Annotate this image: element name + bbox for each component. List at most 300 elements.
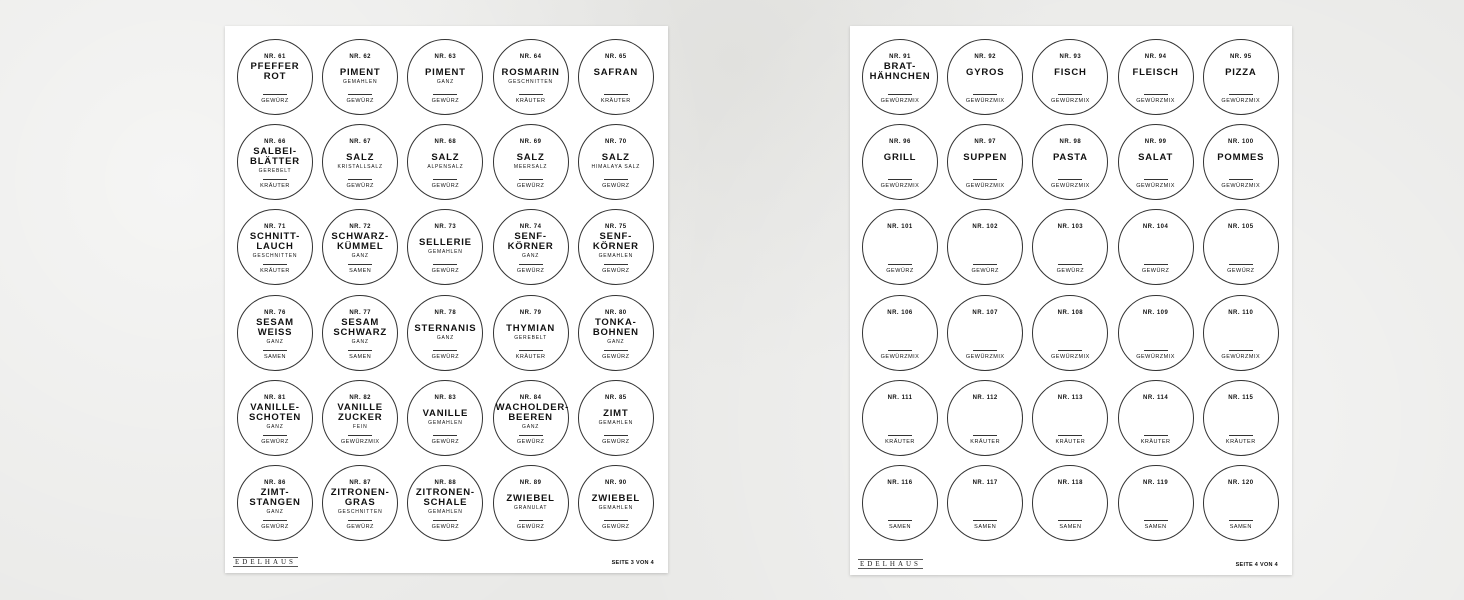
label-category: GEWÜRZ	[1056, 268, 1085, 275]
label-subtitle: GANZ	[266, 423, 284, 430]
spice-label	[237, 39, 313, 115]
label-divider	[263, 435, 287, 436]
label-divider	[1144, 264, 1168, 265]
label-divider	[348, 179, 372, 180]
spice-label	[947, 124, 1023, 200]
label-number: NR. 89	[519, 480, 542, 486]
spice-label	[1203, 380, 1279, 456]
label-name-line: ZITRONEN-	[415, 487, 475, 498]
spice-label	[947, 380, 1023, 456]
label-category: GEWÜRZMIX	[1051, 183, 1090, 190]
label-number: NR. 82	[349, 394, 372, 401]
label-divider	[433, 435, 457, 436]
label-subtitle: GEMAHLEN	[598, 419, 634, 426]
label-grid	[850, 26, 1292, 575]
label-category: GEWÜRZMIX	[965, 98, 1005, 104]
label-number: NR. 105	[1228, 224, 1254, 231]
label-name-line: SCHWARZ-	[331, 231, 389, 243]
label-divider	[604, 94, 628, 95]
label-name-line: SALAT	[1138, 152, 1174, 164]
label-name-line: PFEFFER	[250, 61, 300, 72]
label-number: NR. 88	[434, 480, 457, 486]
label-category: GEWÜRZ	[602, 353, 630, 360]
label-category: GEWÜRZMIX	[1221, 98, 1261, 104]
label-number: NR. 84	[519, 394, 542, 401]
spice-label	[1032, 124, 1108, 200]
label-divider	[1058, 520, 1082, 521]
label-subtitle: GEREBELT	[514, 334, 547, 341]
label-category: GEWÜRZ	[431, 98, 460, 104]
label-divider	[973, 435, 997, 436]
label-divider	[1144, 520, 1168, 521]
label-name	[496, 494, 566, 511]
spice-label	[578, 465, 654, 541]
label-name	[581, 232, 651, 259]
label-divider	[1058, 179, 1082, 180]
label-divider	[1229, 264, 1253, 265]
label-number: NR. 98	[1059, 139, 1082, 146]
label-name	[496, 68, 566, 85]
spice-label	[322, 124, 398, 200]
label-name	[325, 403, 395, 430]
label-name	[1121, 153, 1191, 163]
spice-label	[322, 295, 398, 371]
label-name-line: VANILLE	[422, 407, 469, 419]
label-number: NR. 117	[972, 480, 998, 486]
label-subtitle: GESCHNITTEN	[337, 509, 383, 515]
label-name-line: LAUCH	[256, 241, 294, 253]
page-number: SEITE 3 VON 4	[611, 560, 654, 566]
label-divider	[263, 179, 287, 180]
label-divider	[519, 94, 543, 95]
label-number: NR. 106	[887, 309, 913, 316]
label-divider	[1144, 179, 1168, 180]
label-name	[410, 409, 480, 426]
label-name-line: ROSMARIN	[501, 67, 560, 78]
label-category: GEWÜRZ	[516, 183, 545, 190]
label-number: NR. 78	[434, 309, 457, 316]
label-name-line: SALZ	[346, 152, 375, 164]
label-name-line: VANILLE-	[250, 401, 300, 413]
label-subtitle: GANZ	[522, 253, 540, 260]
label-name-line: SALBEI-	[253, 146, 297, 158]
label-name	[1035, 153, 1105, 163]
label-name	[240, 488, 310, 515]
label-name	[950, 68, 1020, 78]
label-divider	[604, 179, 628, 180]
label-subtitle: GESCHNITTEN	[508, 79, 553, 85]
label-category: GEWÜRZ	[1141, 268, 1170, 275]
spice-label	[578, 380, 654, 456]
spice-label	[407, 380, 483, 456]
label-divider	[888, 350, 912, 351]
label-subtitle: GANZ	[607, 338, 625, 345]
label-number: NR. 83	[434, 394, 457, 401]
label-number: NR. 113	[1057, 394, 1083, 401]
label-number: NR. 119	[1143, 480, 1169, 486]
label-number: NR. 66	[264, 139, 286, 146]
spice-label	[407, 39, 483, 115]
label-name-line: ROT	[263, 71, 287, 82]
label-subtitle: GEMAHLEN	[428, 419, 463, 426]
spice-label	[1118, 295, 1194, 371]
label-name	[325, 153, 395, 170]
label-name-line: SCHOTEN	[248, 411, 302, 423]
spice-label	[1032, 209, 1108, 285]
label-category: GEWÜRZMIX	[1221, 183, 1261, 190]
label-name-line: SCHALE	[423, 497, 468, 508]
label-subtitle: GANZ	[266, 509, 284, 515]
label-name	[240, 318, 310, 345]
label-name-line: WACHOLDER-	[495, 401, 570, 413]
label-name-line: KÖRNER	[507, 241, 554, 253]
label-subtitle: GEMAHLEN	[598, 505, 634, 511]
label-divider	[888, 435, 912, 436]
spice-label	[578, 209, 654, 285]
label-name-line: FLEISCH	[1132, 67, 1179, 78]
spice-label	[407, 124, 483, 200]
label-name-line: BRAT-	[883, 61, 917, 72]
label-category: GEWÜRZ	[971, 268, 999, 275]
spice-label	[1203, 295, 1279, 371]
spice-label	[1118, 209, 1194, 285]
label-divider	[263, 520, 287, 521]
label-name-line: PIMENT	[425, 67, 466, 78]
label-divider	[1229, 179, 1253, 180]
label-name-line: POMMES	[1217, 152, 1265, 164]
label-number: NR. 95	[1229, 54, 1252, 60]
spice-label	[493, 209, 569, 285]
label-subtitle: GANZ	[266, 338, 284, 345]
label-category: SAMEN	[1144, 524, 1167, 530]
label-number: NR. 114	[1143, 394, 1169, 401]
label-divider	[263, 350, 287, 351]
label-number: NR. 86	[264, 480, 286, 486]
label-subtitle: ALPENSALZ	[427, 164, 464, 171]
label-name	[410, 324, 480, 341]
spice-label	[322, 39, 398, 115]
label-subtitle: HIMALAYA SALZ	[591, 164, 641, 171]
spice-label	[237, 380, 313, 456]
label-divider	[1058, 350, 1082, 351]
spice-label	[1032, 39, 1108, 115]
brand-logo: EDELHAUS	[860, 560, 921, 568]
label-name-line: BLÄTTER	[250, 156, 300, 168]
label-category: GEWÜRZ	[1227, 268, 1255, 275]
label-divider	[1229, 435, 1253, 436]
label-subtitle: GEREBELT	[258, 168, 292, 175]
label-name-line: ZIMT	[603, 407, 629, 419]
label-category: GEWÜRZ	[431, 438, 460, 445]
label-number: NR. 109	[1142, 309, 1169, 316]
label-divider	[519, 520, 543, 521]
label-number: NR. 72	[349, 224, 372, 231]
label-number: NR. 77	[349, 309, 372, 316]
label-divider	[519, 179, 543, 180]
label-number: NR. 71	[264, 224, 286, 231]
label-category: GEWÜRZ	[261, 98, 289, 104]
label-divider	[604, 350, 628, 351]
label-category: GEWÜRZ	[602, 268, 630, 275]
label-divider	[1229, 350, 1253, 351]
label-name-line: STANGEN	[249, 497, 301, 508]
label-divider	[433, 94, 457, 95]
label-name	[1206, 68, 1276, 78]
label-name-line: SENF-	[599, 231, 633, 243]
label-category: GEWÜRZ	[602, 438, 630, 445]
label-number: NR. 99	[1144, 139, 1167, 146]
label-category: KRÄUTER	[260, 268, 290, 275]
label-category: KRÄUTER	[600, 98, 631, 104]
label-name	[950, 153, 1020, 163]
label-category: GEWÜRZ	[431, 183, 460, 190]
label-name-line: SALZ	[431, 152, 460, 164]
label-number: NR. 120	[1228, 480, 1254, 486]
label-category: GEWÜRZMIX	[880, 183, 920, 190]
label-divider	[1144, 94, 1168, 95]
label-subtitle: GANZ	[436, 334, 454, 341]
label-name-line: PASTA	[1052, 152, 1088, 164]
spice-label	[862, 124, 938, 200]
label-name-line: SUPPEN	[963, 152, 1008, 164]
label-divider	[1058, 264, 1082, 265]
spice-label	[493, 380, 569, 456]
label-name-line: BOHNEN	[592, 326, 639, 338]
label-subtitle: GEMAHLEN	[598, 253, 634, 260]
label-category: GEWÜRZMIX	[340, 438, 380, 445]
spice-label	[578, 295, 654, 371]
label-divider	[1229, 94, 1253, 95]
spice-label	[493, 295, 569, 371]
label-divider	[519, 264, 543, 265]
label-category: GEWÜRZ	[346, 98, 374, 104]
label-number: NR. 101	[887, 224, 913, 231]
label-divider	[519, 435, 543, 436]
spice-label	[493, 124, 569, 200]
label-name-line: SELLERIE	[418, 237, 472, 249]
label-number: NR. 61	[264, 54, 286, 60]
label-divider	[433, 350, 457, 351]
spice-label	[1203, 209, 1279, 285]
spice-label	[862, 39, 938, 115]
label-divider	[348, 264, 372, 265]
label-divider	[1058, 435, 1082, 436]
label-number: NR. 64	[519, 54, 542, 60]
label-number: NR. 93	[1059, 54, 1082, 60]
label-category: SAMEN	[263, 353, 287, 360]
label-category: SAMEN	[974, 524, 997, 530]
label-category: KRÄUTER	[885, 438, 915, 445]
label-sheet-page-4	[850, 26, 1292, 575]
spice-label	[862, 295, 938, 371]
label-name	[865, 153, 935, 163]
label-divider	[1229, 520, 1253, 521]
label-name-line: WEISS	[257, 326, 293, 338]
spice-label	[947, 39, 1023, 115]
label-name-line: GRILL	[883, 152, 917, 164]
label-divider	[973, 94, 997, 95]
label-divider	[433, 264, 457, 265]
label-number: NR. 111	[887, 394, 913, 401]
label-name-line: PIZZA	[1225, 67, 1257, 78]
label-name	[325, 68, 395, 85]
label-name	[581, 494, 651, 511]
spice-label	[237, 124, 313, 200]
label-divider	[973, 264, 997, 265]
spice-label	[862, 465, 938, 541]
label-number: NR. 102	[972, 224, 998, 231]
spice-label	[1118, 124, 1194, 200]
label-name	[581, 409, 651, 426]
label-name	[496, 232, 566, 259]
spice-label	[947, 295, 1023, 371]
label-category: GEWÜRZMIX	[880, 353, 920, 360]
label-name	[581, 318, 651, 345]
label-category: GEWÜRZMIX	[1136, 98, 1175, 104]
label-category: GEWÜRZ	[516, 438, 545, 445]
label-number: NR. 96	[889, 139, 911, 146]
label-name-line: HÄHNCHEN	[869, 71, 931, 82]
label-divider	[433, 520, 457, 521]
label-number: NR. 90	[604, 480, 627, 486]
spice-label	[1032, 380, 1108, 456]
label-subtitle: GESCHNITTEN	[252, 253, 298, 260]
label-number: NR. 63	[434, 54, 457, 60]
label-number: NR. 80	[604, 309, 627, 316]
label-name	[410, 238, 480, 255]
label-number: NR. 116	[887, 480, 913, 486]
label-name	[240, 62, 310, 82]
label-category: KRÄUTER	[515, 353, 546, 360]
label-divider	[348, 520, 372, 521]
label-category: GEWÜRZ	[886, 268, 914, 275]
label-number: NR. 87	[349, 480, 372, 486]
spice-label	[1203, 124, 1279, 200]
label-sheet-page-3	[225, 26, 668, 573]
label-category: GEWÜRZ	[261, 524, 289, 530]
label-category: GEWÜRZ	[431, 268, 460, 275]
spice-label	[493, 39, 569, 115]
label-subtitle: FEIN	[352, 423, 368, 430]
label-number: NR. 76	[264, 309, 286, 316]
spice-label	[947, 465, 1023, 541]
label-name	[240, 147, 310, 174]
label-subtitle: GANZ	[436, 79, 454, 85]
label-name-line: THYMIAN	[506, 322, 556, 334]
label-name-line: BEEREN	[508, 411, 553, 423]
label-number: NR. 65	[604, 54, 627, 60]
label-name-line: SESAM	[256, 316, 294, 328]
spice-label	[493, 465, 569, 541]
label-category: SAMEN	[1059, 524, 1082, 530]
label-name	[495, 401, 570, 430]
label-name	[410, 488, 480, 515]
label-subtitle: GANZ	[351, 338, 369, 345]
label-number: NR. 91	[889, 54, 911, 60]
label-name-line: SALZ	[601, 152, 630, 164]
label-subtitle: MEERSALZ	[513, 164, 548, 171]
spice-label	[322, 209, 398, 285]
label-name-line: SENF-	[514, 231, 547, 243]
label-name-line: SCHWARZ	[333, 326, 387, 338]
spice-label	[407, 295, 483, 371]
label-category: GEWÜRZMIX	[1136, 183, 1175, 190]
label-name-line: PIMENT	[339, 67, 381, 78]
label-category: GEWÜRZMIX	[1051, 353, 1090, 360]
label-category: GEWÜRZ	[516, 524, 545, 530]
spice-label	[578, 39, 654, 115]
label-subtitle: GEMAHLEN	[428, 509, 463, 515]
label-subtitle: GEMAHLEN	[428, 249, 463, 256]
label-subtitle: KRISTALLSALZ	[337, 164, 383, 171]
label-category: GEWÜRZMIX	[1051, 98, 1090, 104]
label-name	[325, 488, 395, 515]
label-divider	[973, 350, 997, 351]
label-number: NR. 103	[1057, 224, 1084, 231]
label-name	[496, 324, 566, 341]
spice-label	[407, 465, 483, 541]
label-number: NR. 108	[1057, 309, 1084, 316]
label-category: GEWÜRZMIX	[965, 183, 1005, 190]
label-name	[581, 68, 651, 78]
label-name	[1206, 153, 1276, 163]
spice-label	[1118, 380, 1194, 456]
label-divider	[263, 94, 287, 95]
label-divider	[1058, 94, 1082, 95]
spice-label	[1118, 465, 1194, 541]
label-name-line: TONKA-	[595, 316, 637, 328]
label-name	[240, 232, 310, 259]
label-divider	[973, 520, 997, 521]
label-number: NR. 100	[1228, 139, 1254, 146]
label-number: NR. 107	[972, 309, 998, 316]
label-number: NR. 110	[1228, 309, 1254, 316]
label-name-line: ZWIEBEL	[591, 493, 640, 504]
label-divider	[348, 350, 372, 351]
spice-label	[237, 209, 313, 285]
label-category: GEWÜRZ	[346, 183, 374, 190]
label-divider	[888, 264, 912, 265]
label-divider	[973, 179, 997, 180]
label-category: GEWÜRZ	[346, 524, 374, 530]
label-number: NR. 74	[519, 224, 542, 231]
spice-label	[862, 209, 938, 285]
label-divider	[604, 264, 628, 265]
label-number: NR. 79	[519, 309, 542, 316]
label-number: NR. 75	[604, 224, 627, 231]
label-name-line: SCHNITT-	[249, 231, 301, 243]
label-divider	[1144, 350, 1168, 351]
label-name-line: ZITRONEN-	[330, 487, 390, 498]
label-number: NR. 73	[434, 224, 457, 231]
label-name-line: KÜMMEL	[336, 241, 384, 253]
label-category: GEWÜRZ	[261, 438, 289, 445]
label-number: NR. 70	[604, 139, 627, 146]
label-category: SAMEN	[888, 524, 912, 530]
label-divider	[433, 179, 457, 180]
spice-label	[322, 380, 398, 456]
label-name	[325, 232, 395, 259]
label-number: NR. 104	[1142, 224, 1169, 231]
label-divider	[888, 179, 912, 180]
label-subtitle: GEMAHLEN	[342, 79, 378, 85]
spice-label	[947, 209, 1023, 285]
spice-label	[1118, 39, 1194, 115]
spice-label	[1032, 465, 1108, 541]
label-number: NR. 67	[349, 139, 372, 146]
label-name	[240, 403, 310, 430]
label-name	[496, 153, 566, 170]
